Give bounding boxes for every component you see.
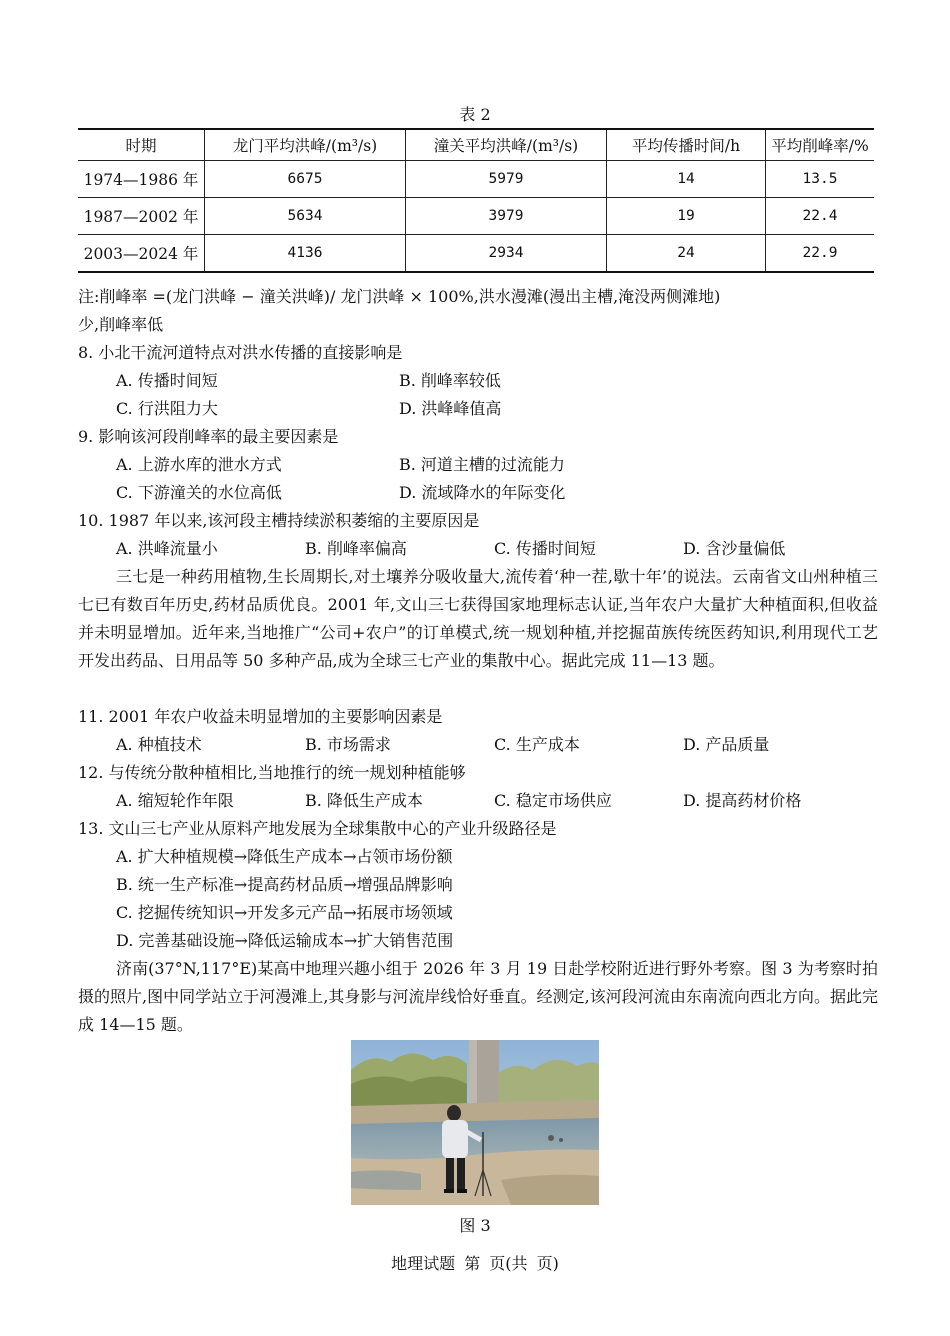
option-d[interactable]: D. 提高药材价格	[683, 791, 802, 810]
option-b[interactable]: B. 削峰率较低	[399, 371, 501, 390]
option-a[interactable]: A. 上游水库的泄水方式	[116, 455, 282, 474]
question-stem: 11. 2001 年农户收益未明显增加的主要影响因素是	[78, 707, 443, 726]
cell-rate: 13.5	[766, 161, 875, 198]
table-row	[78, 161, 874, 198]
option-d[interactable]: D. 流域降水的年际变化	[399, 483, 566, 502]
cell-tongguan: 3979	[406, 198, 607, 235]
table-row	[78, 235, 874, 273]
question-stem: 13. 文山三七产业从原料产地发展为全球集散中心的产业升级路径是	[78, 819, 557, 838]
option-c[interactable]: C. 传播时间短	[494, 539, 596, 558]
option-c[interactable]: C. 下游潼关的水位高低	[116, 483, 282, 502]
option-b[interactable]: B. 河道主槽的过流能力	[399, 455, 565, 474]
cell-longmen: 5634	[205, 198, 406, 235]
header-period: 时期	[78, 129, 205, 161]
table-row	[78, 198, 874, 235]
header-tongguan-peak: 潼关平均洪峰/(m³/s)	[406, 129, 607, 161]
cell-period: 1974—1986 年	[78, 161, 205, 198]
option-a[interactable]: A. 传播时间短	[116, 371, 218, 390]
option-d[interactable]: D. 完善基础设施→降低运输成本→扩大销售范围	[116, 931, 454, 950]
cell-period: 2003—2024 年	[78, 235, 205, 273]
option-c[interactable]: C. 挖掘传统知识→开发多元产品→拓展市场领域	[116, 903, 453, 922]
page-footer: 地理试题 第 页(共 页)	[391, 1254, 559, 1273]
table-note: 注:削峰率 =(龙门洪峰 − 潼关洪峰)/ 龙门洪峰 × 100%,洪水漫滩(漫出主槽,淹没两侧滩地)	[78, 287, 721, 306]
option-b[interactable]: B. 降低生产成本	[305, 791, 423, 810]
option-a[interactable]: A. 种植技术	[116, 735, 202, 754]
table-header-row	[78, 129, 874, 161]
cell-rate: 22.4	[766, 198, 875, 235]
cell-time: 24	[607, 235, 766, 273]
question-stem: 10. 1987 年以来,该河段主槽持续淤积萎缩的主要原因是	[78, 511, 480, 530]
cell-time: 19	[607, 198, 766, 235]
question-stem: 9. 影响该河段削峰率的最主要因素是	[78, 427, 339, 446]
header-travel-time: 平均传播时间/h	[607, 129, 766, 161]
question-stem: 12. 与传统分散种植相比,当地推行的统一规划种植能够	[78, 763, 466, 782]
option-b[interactable]: B. 削峰率偏高	[305, 539, 407, 558]
cell-longmen: 6675	[205, 161, 406, 198]
reading-passage: 济南(37°N,117°E)某高中地理兴趣小组于 2026 年 3 月 19 日赴学校附近进行野外考察。图 3 为考察时拍摄的照片,图中同学站立于河漫滩上,其身影与河流岸线恰好垂直。经测定,该河段河流由东南流向西北方向。据此完成 14—15 题。	[78, 959, 878, 1034]
table-caption: 表 2	[459, 105, 491, 124]
option-a[interactable]: A. 洪峰流量小	[116, 539, 218, 558]
cell-time: 14	[607, 161, 766, 198]
header-peak-reduction: 平均削峰率/%	[766, 129, 875, 161]
option-a[interactable]: A. 扩大种植规模→降低生产成本→占领市场份额	[116, 847, 453, 866]
option-b[interactable]: B. 市场需求	[305, 735, 391, 754]
question-stem: 8. 小北干流河道特点对洪水传播的直接影响是	[78, 343, 403, 362]
figure-caption: 图 3	[459, 1216, 491, 1235]
table-note-cont: 少,削峰率低	[78, 315, 164, 334]
header-longmen-peak: 龙门平均洪峰/(m³/s)	[205, 129, 406, 161]
cell-period: 1987—2002 年	[78, 198, 205, 235]
option-c[interactable]: C. 稳定市场供应	[494, 791, 612, 810]
cell-longmen: 4136	[205, 235, 406, 273]
option-c[interactable]: C. 生产成本	[494, 735, 580, 754]
cell-tongguan: 2934	[406, 235, 607, 273]
reading-passage: 三七是一种药用植物,生长周期长,对土壤养分吸收量大,流传着‘种一茬,歇十年’的说法。云南省文山州种植三七已有数百年历史,药材品质优良。2001 年,文山三七获得国家地理标志认证,当年农户大量扩大种植面积,但收益并未明显增加。近年来,当地推广“公司+农户”的订单模式,统一规划种植,并挖掘苗族传统医药知识,利用现代工艺开发出药品、日用品等 50 多种产品,成为全球三七产业的集散中心。据此完成 11—13 题。	[78, 567, 878, 670]
field-trip-photo	[351, 1040, 599, 1205]
option-c[interactable]: C. 行洪阻力大	[116, 399, 218, 418]
option-d[interactable]: D. 含沙量偏低	[683, 539, 786, 558]
flood-table	[78, 128, 874, 273]
cell-rate: 22.9	[766, 235, 875, 273]
option-a[interactable]: A. 缩短轮作年限	[116, 791, 234, 810]
option-d[interactable]: D. 产品质量	[683, 735, 770, 754]
cell-tongguan: 5979	[406, 161, 607, 198]
option-b[interactable]: B. 统一生产标准→提高药材品质→增强品牌影响	[116, 875, 453, 894]
option-d[interactable]: D. 洪峰峰值高	[399, 399, 502, 418]
